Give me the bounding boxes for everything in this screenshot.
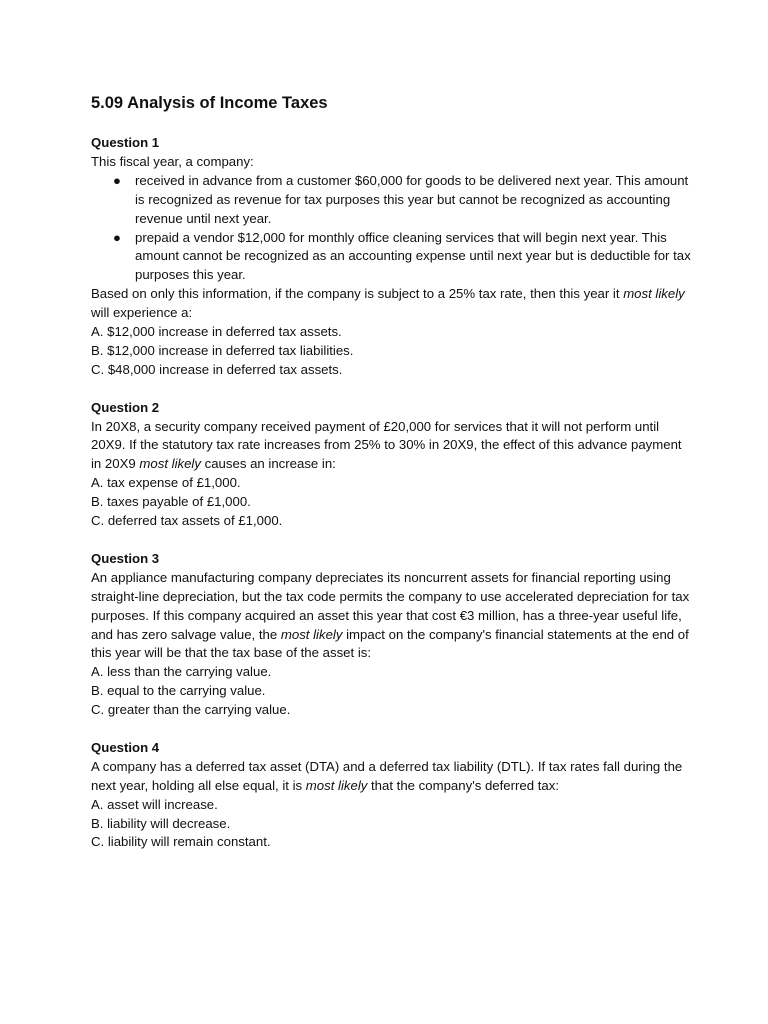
question-3	[91, 550, 691, 720]
bullet-item	[91, 229, 691, 286]
stem-text: will experience a:	[91, 305, 193, 321]
bullet-icon: ●	[113, 229, 121, 245]
question-2	[91, 399, 691, 531]
bullet-text: received in advance from a customer $60,000 for goods to be delivered next year. This amount is recognized as revenue for tax purposes this year but cannot be recognized as accounting revenue until next year.	[135, 172, 689, 226]
page-title: 5.09 Analysis of Income Taxes	[91, 94, 328, 112]
bullet-item	[91, 172, 691, 229]
question-4	[91, 739, 691, 852]
answer-option-a: A. asset will increase.	[91, 796, 218, 812]
stem-emphasis: most likely	[305, 777, 368, 793]
stem-text: An appliance manufacturing company depreciates its noncurrent assets for financial reporting using straight-line depreciation, but the tax code permits the company to use accelerated depreciation for tax purposes. If this company acquired an asset this year that cost €3 million, has a three-year useful life, and has zero salvage value, the	[91, 569, 690, 642]
question-stem	[91, 285, 691, 323]
stem-emphasis: most likely	[280, 626, 343, 642]
question-stem	[91, 569, 691, 664]
answer-option-a: A. less than the carrying value.	[91, 664, 272, 680]
stem-emphasis: most likely	[139, 456, 201, 472]
bullet-text: prepaid a vendor $12,000 for monthly office cleaning services that will begin next year. This amount cannot be recognized as an accounting expense until next year but is deductible for tax purposes this year.	[135, 229, 691, 283]
bullet-list	[91, 172, 691, 285]
answer-option-c: C. $48,000 increase in deferred tax assets.	[91, 361, 343, 377]
question-stem	[91, 418, 691, 475]
answer-option-c: C. deferred tax assets of £1,000.	[91, 513, 283, 529]
stem-text: causes an increase in:	[200, 456, 336, 472]
stem-emphasis: most likely	[623, 286, 685, 302]
question-heading: Question 2	[91, 399, 160, 415]
answer-option-a: A. $12,000 increase in deferred tax assets.	[91, 324, 342, 340]
answer-option-c: C. greater than the carrying value.	[91, 702, 291, 718]
stem-text: impact on the company's financial statements at the end of this year will be that the tax base of the asset is:	[91, 626, 689, 661]
answer-option-b: B. liability will decrease.	[91, 815, 231, 831]
question-heading: Question 3	[91, 550, 160, 566]
answer-option-b: B. $12,000 increase in deferred tax liabilities.	[91, 342, 354, 358]
stem-text: A company has a deferred tax asset (DTA) and a deferred tax liability (DTL). If tax rates fall during the next year, holding all else equal, it is	[91, 758, 683, 793]
question-heading: Question 1	[91, 135, 160, 150]
stem-text: Based on only this information, if the company is subject to a 25% tax rate, then this year it	[91, 286, 624, 302]
question-heading: Question 4	[91, 739, 160, 755]
answer-option-b: B. equal to the carrying value.	[91, 683, 266, 699]
document-page	[91, 92, 691, 871]
bullet-icon: ●	[113, 172, 121, 188]
stem-text: In 20X8, a security company received payment of £20,000 for services that it will not perform until 20X9. If the statutory tax rate increases from 25% to 30% in 20X9, the effect of this advance payment in 20X9	[91, 418, 682, 472]
stem-text: that the company's deferred tax:	[367, 777, 560, 793]
question-1	[91, 134, 691, 380]
question-intro: This fiscal year, a company:	[91, 153, 254, 169]
answer-option-b: B. taxes payable of £1,000.	[91, 494, 251, 510]
answer-option-a: A. tax expense of £1,000.	[91, 475, 241, 491]
question-stem	[91, 758, 691, 796]
answer-option-c: C. liability will remain constant.	[91, 834, 271, 850]
